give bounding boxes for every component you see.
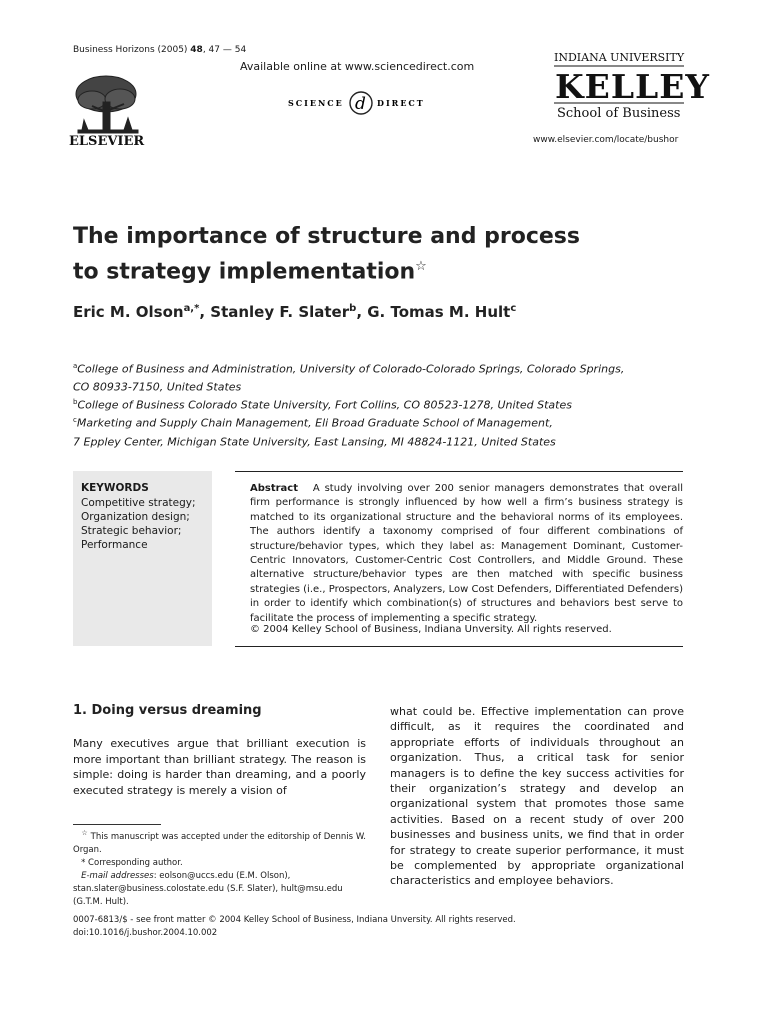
author-name: Stanley F. Slater bbox=[210, 303, 350, 321]
keyword-item: Competitive strategy; bbox=[81, 497, 196, 509]
body-right-column: what could be. Effective implementation can prove difficult, as it requires the coordinated and appropriate efforts of individuals throughout an organization. Thus, a critical task for senior managers is to define the key success activities for their organization’s strategy and develop an organizational system that promotes those same activities. Based on a recent study of over 200 businesses and business units, we find that in order for strategy to create superior performance, it must be complemented by appropriate organizational characteristics and employee behaviors. bbox=[390, 705, 684, 888]
journal-url: www.elsevier.com/locate/bushor bbox=[533, 135, 679, 145]
footnote-editorship: ☆ This manuscript was accepted under the editorship of Dennis W. Organ. bbox=[73, 828, 367, 855]
author-name: Eric M. Olson bbox=[73, 303, 184, 321]
author-affil-mark: b bbox=[349, 303, 357, 314]
elsevier-logo bbox=[68, 72, 148, 152]
body-left-column: Many executives argue that brilliant execution is more important than brilliant strategy. The reason is simple: doing is harder than dreaming, and a poorly executed strategy is merely a vision of bbox=[73, 737, 366, 797]
keywords-heading: KEYWORDS bbox=[81, 482, 149, 494]
tree-icon bbox=[76, 76, 138, 133]
footnote-emails bbox=[73, 870, 366, 909]
abstract bbox=[250, 482, 683, 626]
journal-reference bbox=[73, 44, 246, 56]
page-footer bbox=[73, 914, 516, 940]
affiliation-line: $^c$Marketing and Supply Chain Management, Eli Broad Graduate School of Management, bbox=[73, 416, 553, 431]
issn-line: 0007-6813/$ - see front matter © 2004 Kelley School of Business, Indiana Unversity. All rights reserved. bbox=[73, 915, 516, 925]
journal-volume: 48 bbox=[190, 45, 203, 55]
email-label: E-mail addresses bbox=[81, 870, 154, 881]
keywords-box bbox=[73, 471, 212, 646]
author-list: Eric M. Olson$^{a,*}$, Stanley F. Slater$^b$, G. Tomas M. Hult$^c$ bbox=[73, 303, 517, 321]
keyword-item: Organization design; bbox=[81, 511, 190, 523]
abstract-text: A study involving over 200 senior managers demonstrates that overall firm performance is strongly influenced by how well a firm’s business strategy is matched to its organizational structure and the behavioral norms of its employees. The authors identify a taxonomy comprised of four different combinations of structure/behavior types, which they label as: Management Dominant, Customer-Centric Innovators, Customer-Centric Cost Controllers, and Middle Ground. These alternative structure/behavior types are then matched with specific business strategies (i.e., Prospectors, Analyzers, Low Cost Defenders, Differentiated Defenders) in order to identify which combination(s) of structures and behaviors best serve to facilitate the process of implementing a specific strategy. bbox=[250, 483, 683, 624]
footnote-star-icon: ☆ bbox=[81, 828, 88, 837]
abstract-bottom-rule bbox=[235, 646, 683, 647]
affiliation-line: $^a$College of Business and Administration, University of Colorado-Colorado Springs, Colorado Springs, bbox=[73, 362, 625, 376]
email-list: : eolson@uccs.edu (E.M. Olson), stan.slater@business.colostate.edu (S.F. Slater), hult@msu.edu (G.T.M. Hult). bbox=[73, 870, 343, 907]
abstract-top-rule bbox=[235, 471, 683, 472]
elsevier-wordmark: ELSEVIER bbox=[69, 134, 145, 149]
section-heading: 1. Doing versus dreaming bbox=[73, 703, 262, 718]
sciencedirect-logo bbox=[288, 86, 438, 122]
affiliation-line: $^b$College of Business Colorado State University, Fort Collins, CO 80523-1278, United States bbox=[73, 398, 572, 412]
affiliation-line: CO 80933-7150, United States bbox=[73, 380, 242, 394]
sciencedirect-right: DIRECT bbox=[377, 98, 425, 108]
sciencedirect-left: SCIENCE bbox=[288, 98, 344, 108]
available-online-text: Available online at www.sciencedirect.com bbox=[240, 60, 475, 73]
kelley-university: INDIANA UNIVERSITY bbox=[554, 51, 685, 64]
journal-ref-prefix: Business Horizons (2005) bbox=[73, 45, 191, 55]
article-title bbox=[73, 222, 633, 287]
title-line-1: The importance of structure and process bbox=[73, 224, 580, 249]
kelley-logo bbox=[553, 48, 710, 122]
kelley-wordmark: KELLEY bbox=[555, 67, 710, 106]
title-star-icon: ☆ bbox=[415, 259, 427, 274]
affiliations bbox=[73, 359, 693, 450]
abstract-copyright: © 2004 Kelley School of Business, Indiana Unversity. All rights reserved. bbox=[250, 624, 612, 635]
keyword-item: Strategic behavior; bbox=[81, 525, 182, 537]
title-line-2: to strategy implementation bbox=[73, 259, 416, 285]
footnote-rule bbox=[73, 824, 161, 825]
doi-line: doi:10.1016/j.bushor.2004.10.002 bbox=[73, 928, 218, 938]
abstract-label: Abstract bbox=[250, 483, 299, 494]
kelley-school: School of Business bbox=[557, 106, 681, 121]
author-name: G. Tomas M. Hult bbox=[367, 303, 511, 321]
journal-pages: , 47 — 54 bbox=[202, 45, 247, 55]
author-affil-mark: c bbox=[510, 303, 517, 314]
footnotes bbox=[73, 826, 366, 909]
keyword-item: Performance bbox=[81, 539, 148, 551]
footnote-corresponding: * Corresponding author. bbox=[81, 857, 183, 868]
author-affil-mark: a,* bbox=[183, 303, 200, 314]
affiliation-line: 7 Eppley Center, Michigan State University, East Lansing, MI 48824-1121, United States bbox=[73, 435, 556, 449]
svg-text:d: d bbox=[355, 94, 366, 114]
